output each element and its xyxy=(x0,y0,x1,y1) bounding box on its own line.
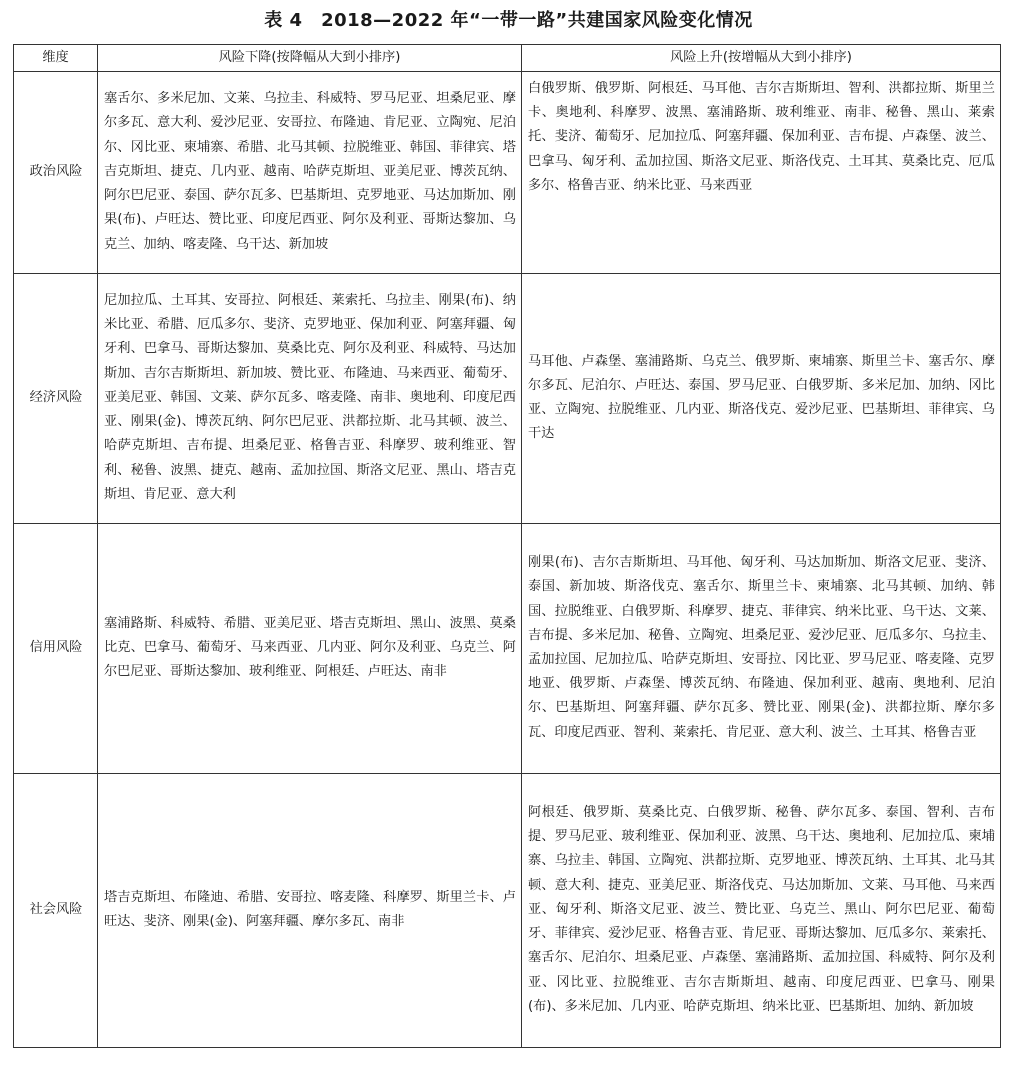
table-row-political xyxy=(14,72,1001,274)
table-row-credit xyxy=(14,524,1001,774)
dimension-cell: 经济风险 xyxy=(14,274,98,524)
decrease-cell: 塞舌尔、多米尼加、文莱、乌拉圭、科威特、罗马尼亚、坦桑尼亚、摩尔多瓦、意大利、爱沙尼亚、安哥拉、布隆迪、肯尼亚、立陶宛、尼泊尔、冈比亚、柬埔寨、希腊、北马其顿、拉脱维亚、韩国、菲律宾、塔吉克斯坦、捷克、几内亚、越南、哈萨克斯坦、亚美尼亚、博茨瓦纳、阿尔巴尼亚、泰国、萨尔瓦多、巴基斯坦、克罗地亚、马达加斯加、刚果(布)、卢旺达、赞比亚、印度尼西亚、阿尔及利亚、哥斯达黎加、乌克兰、加纳、喀麦隆、乌干达、新加坡 xyxy=(98,72,522,274)
dimension-cell: 信用风险 xyxy=(14,524,98,774)
dimension-cell: 社会风险 xyxy=(14,774,98,1048)
header-risk-increase: 风险上升(按增幅从大到小排序) xyxy=(522,45,1001,72)
header-risk-decrease: 风险下降(按降幅从大到小排序) xyxy=(98,45,522,72)
increase-cell: 刚果(布)、吉尔吉斯斯坦、马耳他、匈牙利、马达加斯加、斯洛文尼亚、斐济、泰国、新加坡、斯洛伐克、塞舌尔、斯里兰卡、柬埔寨、北马其顿、加纳、韩国、拉脱维亚、白俄罗斯、科摩罗、捷克、菲律宾、纳米比亚、乌干达、文莱、吉布提、多米尼加、秘鲁、立陶宛、坦桑尼亚、爱沙尼亚、厄瓜多尔、乌拉圭、孟加拉国、尼加拉瓜、哈萨克斯坦、安哥拉、冈比亚、罗马尼亚、喀麦隆、克罗地亚、俄罗斯、卢森堡、博茨瓦纳、布隆迪、保加利亚、越南、奥地利、尼泊尔、巴基斯坦、阿塞拜疆、萨尔瓦多、赞比亚、刚果(金)、洪都拉斯、摩尔多瓦、印度尼西亚、智利、莱索托、肯尼亚、意大利、波兰、土耳其、格鲁吉亚 xyxy=(522,524,1001,774)
decrease-cell: 塔吉克斯坦、布隆迪、希腊、安哥拉、喀麦隆、科摩罗、斯里兰卡、卢旺达、斐济、刚果(金)、阿塞拜疆、摩尔多瓦、南非 xyxy=(98,774,522,1048)
risk-change-table xyxy=(13,44,1001,1048)
header-dimension: 维度 xyxy=(14,45,98,72)
decrease-cell: 塞浦路斯、科威特、希腊、亚美尼亚、塔吉克斯坦、黑山、波黑、莫桑比克、巴拿马、葡萄牙、马来西亚、几内亚、阿尔及利亚、乌克兰、阿尔巴尼亚、哥斯达黎加、玻利维亚、阿根廷、卢旺达、南非 xyxy=(98,524,522,774)
decrease-cell: 尼加拉瓜、土耳其、安哥拉、阿根廷、莱索托、乌拉圭、刚果(布)、纳米比亚、希腊、厄瓜多尔、斐济、克罗地亚、保加利亚、阿塞拜疆、匈牙利、巴拿马、哥斯达黎加、莫桑比克、阿尔及利亚、科威特、马达加斯加、吉尔吉斯斯坦、新加坡、赞比亚、布隆迪、马来西亚、葡萄牙、亚美尼亚、韩国、文莱、萨尔瓦多、喀麦隆、南非、奥地利、印度尼西亚、刚果(金)、博茨瓦纳、阿尔巴尼亚、洪都拉斯、北马其顿、波兰、哈萨克斯坦、吉布提、坦桑尼亚、格鲁吉亚、科摩罗、玻利维亚、智利、秘鲁、波黑、捷克、越南、孟加拉国、斯洛文尼亚、黑山、塔吉克斯坦、肯尼亚、意大利 xyxy=(98,274,522,524)
increase-cell: 阿根廷、俄罗斯、莫桑比克、白俄罗斯、秘鲁、萨尔瓦多、泰国、智利、吉布提、罗马尼亚、玻利维亚、保加利亚、波黑、乌干达、奥地利、尼加拉瓜、柬埔寨、乌拉圭、韩国、立陶宛、洪都拉斯、克罗地亚、博茨瓦纳、土耳其、北马其顿、意大利、捷克、亚美尼亚、斯洛伐克、马达加斯加、文莱、马耳他、马来西亚、匈牙利、斯洛文尼亚、波兰、赞比亚、乌克兰、黑山、阿尔巴尼亚、葡萄牙、菲律宾、爱沙尼亚、格鲁吉亚、肯尼亚、哥斯达黎加、厄瓜多尔、莱索托、塞舌尔、尼泊尔、坦桑尼亚、卢森堡、塞浦路斯、孟加拉国、科威特、阿尔及利亚、冈比亚、拉脱维亚、吉尔吉斯斯坦、越南、印度尼西亚、巴拿马、刚果(布)、多米尼加、几内亚、哈萨克斯坦、纳米比亚、巴基斯坦、加纳、新加坡 xyxy=(522,774,1001,1048)
table-row-economic xyxy=(14,274,1001,524)
increase-cell: 马耳他、卢森堡、塞浦路斯、乌克兰、俄罗斯、柬埔寨、斯里兰卡、塞舌尔、摩尔多瓦、尼泊尔、卢旺达、泰国、罗马尼亚、白俄罗斯、多米尼加、加纳、冈比亚、立陶宛、拉脱维亚、几内亚、斯洛伐克、爱沙尼亚、巴基斯坦、菲律宾、乌干达 xyxy=(522,274,1001,524)
increase-cell: 白俄罗斯、俄罗斯、阿根廷、马耳他、吉尔吉斯斯坦、智利、洪都拉斯、斯里兰卡、奥地利、科摩罗、波黑、塞浦路斯、玻利维亚、南非、秘鲁、黑山、莱索托、斐济、葡萄牙、尼加拉瓜、阿塞拜疆、保加利亚、吉布提、卢森堡、波兰、巴拿马、匈牙利、孟加拉国、斯洛文尼亚、斯洛伐克、土耳其、莫桑比克、厄瓜多尔、格鲁吉亚、纳米比亚、马来西亚 xyxy=(522,72,1001,274)
dimension-cell: 政治风险 xyxy=(14,72,98,274)
table-header-row xyxy=(14,45,1001,72)
table-row-social xyxy=(14,774,1001,1048)
table-title: 表 4 2018—2022 年“一带一路”共建国家风险变化情况 xyxy=(264,10,753,31)
